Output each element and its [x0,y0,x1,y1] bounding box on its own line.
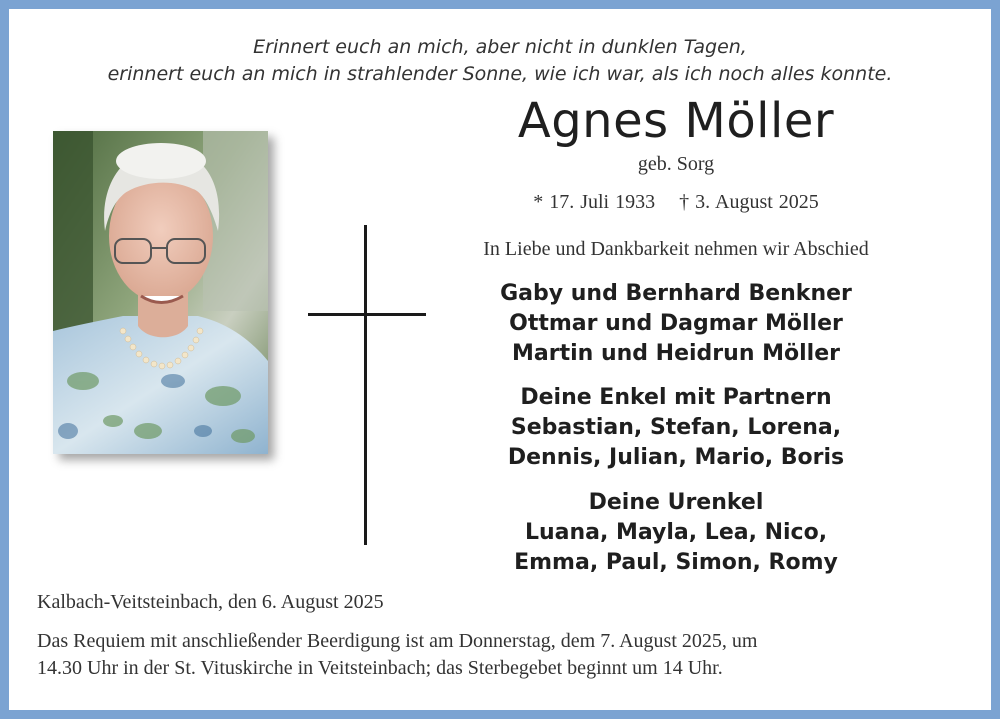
mourners-children [416,279,936,369]
mourner-line: Gaby und Bernhard Benkner [500,281,852,306]
place-and-date: Kalbach-Veitsteinbach, den 6. August 2025 [37,591,384,613]
funeral-info-line-1: Das Requiem mit anschließender Beerdigung ist am Donnerstag, dem 7. August 2025, um [37,630,758,652]
mourner-line: Ottmar und Dagmar Möller [509,311,843,336]
mourner-line: Emma, Paul, Simon, Romy [514,550,838,575]
mourner-line: Luana, Mayla, Lea, Nico, [524,520,828,545]
farewell-text: In Liebe und Dankbarkeit nehmen wir Abschied [483,238,869,260]
quote-line-2: erinnert euch an mich in strahlender Sonne, wie ich war, als ich noch alles konnte. [107,63,893,85]
funeral-info-line-2: 14.30 Uhr in der St. Vituskirche in Veitsteinbach; das Sterbegebet beginnt um 14 Uhr. [37,657,723,679]
funeral-info [37,628,987,682]
portrait-photo [53,131,268,454]
mourner-heading: Deine Enkel mit Partnern [520,385,832,410]
mourners-grandchildren [416,383,936,473]
mourner-line: Martin und Heidrun Möller [511,341,840,366]
birth-date: * 17. Juli 1933 [533,191,656,213]
life-dates [416,189,936,215]
mourner-line: Sebastian, Stefan, Lorena, [510,415,842,440]
maiden-name: geb. Sorg [637,153,715,175]
death-date: † 3. August 2025 [679,191,819,213]
mourner-line: Dennis, Julian, Mario, Boris [507,445,845,470]
mourner-heading: Deine Urenkel [588,490,764,515]
cross-vertical-bar [364,225,367,545]
deceased-name: Agnes Möller [517,93,835,149]
mourners-great-grandchildren [416,488,936,578]
cross-horizontal-bar [308,313,426,316]
quote-line-1: Erinnert euch an mich, aber nicht in dunklen Tagen, [253,36,747,58]
memorial-quote [9,34,991,88]
